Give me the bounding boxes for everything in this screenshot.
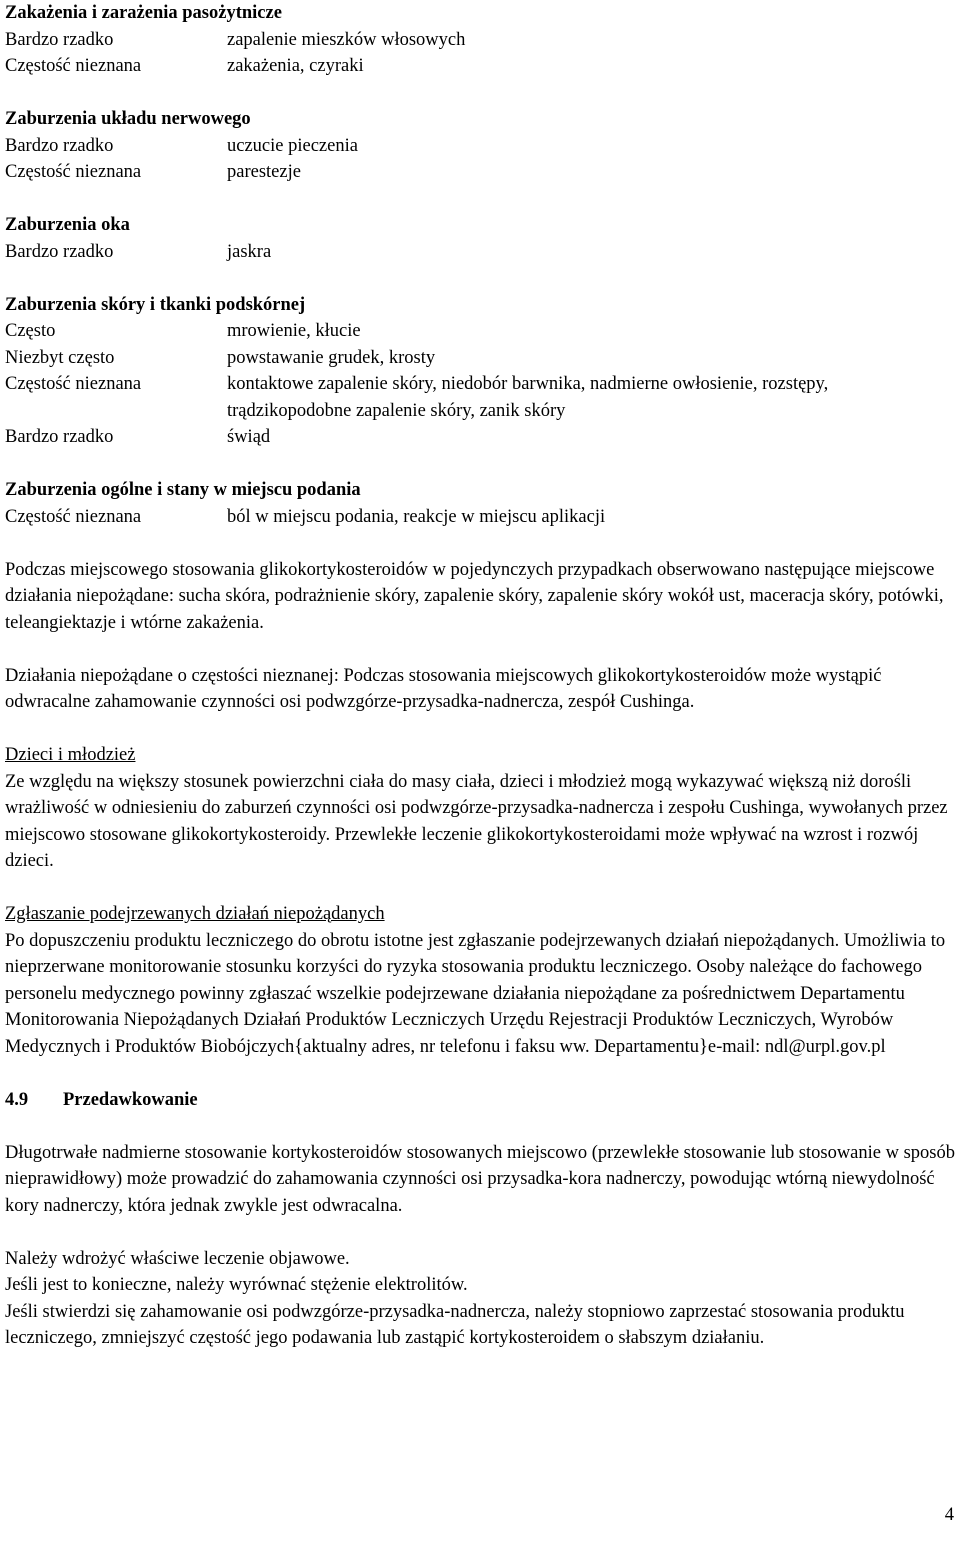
frequency-label: Bardzo rzadko [5, 241, 114, 262]
frequency-label: Niezbyt często [5, 347, 115, 368]
frequency-label: Bardzo rzadko [5, 135, 114, 156]
frequency-label: Częstość nieznana [5, 162, 142, 182]
section-heading-title: Przedawkowanie [63, 1089, 198, 1110]
frequency-row [5, 345, 955, 372]
section-infections [5, 0, 955, 80]
effect-text: powstawanie grudek, krosty [227, 347, 436, 368]
effect-text: uczucie pieczenia [227, 135, 358, 156]
frequency-row [5, 371, 955, 424]
effect-text: parestezje [227, 162, 301, 182]
overdose-paragraph: Długotrwałe nadmierne stosowanie kortykosteroidów stosowanych miejscowo (przewlekłe stosowanie lub stosowanie w sposób nieprawidłowy) może prowadzić do zahamowania czynności osi przysadka-kora nadnerczy, powodując wtórną niewydolność kory nadnerczy, która jednak zwykle jest odwracalna. [5, 1142, 955, 1216]
treatment-line: Należy wdrożyć właściwe leczenie objawowe. [5, 1248, 350, 1269]
section-title: Zaburzenia ogólne i stany w miejscu podania [5, 480, 361, 500]
effect-text: mrowienie, kłucie [227, 321, 361, 341]
reporting-paragraph: Po dopuszczeniu produktu leczniczego do obrotu istotne jest zgłaszanie podejrzewanych działań niepożądanych. Umożliwia to nieprzerwane monitorowanie stosunku korzyści do ryzyka stosowania produktu leczniczego. Osoby należące do fachowego personelu medycznego powinny zgłaszać wszelkie podejrzewane działania niepożądane za pośrednictwem Departamentu Monitorowania Niepożądanych Działań Produktów Leczniczych Urzędu Rejestracji Produktów Leczniczych, Wyrobów Medycznych i Produktów Biobójczych{aktualny adres, nr telefonu i faksu ww. Departamentu}e-mail: ndl@urpl.gov.pl [5, 930, 946, 1057]
frequency-label: Bardzo rzadko [5, 29, 114, 50]
section-title: Zakażenia i zarażenia pasożytnicze [5, 3, 282, 23]
frequency-label: Częstość nieznana [5, 374, 142, 394]
frequency-row [5, 159, 955, 186]
treatment-line: Jeśli jest to konieczne, należy wyrównać stężenie elektrolitów. [5, 1275, 468, 1295]
document-page [5, 0, 955, 1352]
section-skin [5, 292, 955, 451]
section-title: Zaburzenia skóry i tkanki podskórnej [5, 294, 306, 315]
section-nervous-system [5, 106, 955, 186]
section-title: Zaburzenia układu nerwowego [5, 109, 251, 129]
local-effects-paragraph: Podczas miejscowego stosowania glikokortykosteroidów w pojedynczych przypadkach obserwowano następujące miejscowe działania niepożądane: sucha skóra, podrażnienie skóry, zapalenie skóry, zapalenie skóry wokół ust, maceracja skóry, potówki, teleangiektazje i wtórne zakażenia. [5, 559, 944, 633]
section-title: Zaburzenia oka [5, 215, 130, 235]
frequency-row [5, 53, 955, 80]
frequency-row [5, 318, 955, 345]
frequency-row [5, 424, 955, 451]
treatment-line: Jeśli stwierdzi się zahamowanie osi podwzgórze-przysadka-nadnercza, należy stopniowo zaprzestać stosowania produktu leczniczego, zmniejszyć częstość jego podawania lub zastąpić kortykosteroidem o słabszym działaniu. [5, 1301, 905, 1348]
reporting-heading: Zgłaszanie podejrzewanych działań niepożądanych [5, 904, 385, 924]
frequency-label: Bardzo rzadko [5, 427, 114, 447]
frequency-row [5, 504, 955, 531]
frequency-row [5, 133, 955, 160]
frequency-label: Często [5, 321, 56, 341]
frequency-row [5, 239, 955, 266]
frequency-row [5, 27, 955, 54]
overdose-heading [5, 1087, 955, 1114]
effect-text: zakażenia, czyraki [227, 56, 364, 76]
unknown-frequency-paragraph: Działania niepożądane o częstości nieznanej: Podczas stosowania miejscowych glikokortykosteroidów może wystąpić odwracalne zahamowanie czynności osi podwzgórze-przysadka-nadnercza, zespół Cushinga. [5, 665, 882, 712]
frequency-label: Częstość nieznana [5, 56, 142, 76]
children-paragraph: Ze względu na większy stosunek powierzchni ciała do masy ciała, dzieci i młodzież mogą wykazywać większą niż dorośli wrażliwość w odniesieniu do zaburzeń czynności osi podwzgórze-przysadka-nadnercza i zespołu Cushinga, wywołanych przez miejscowo stosowane glikokortykosteroidy. Przewlekłe leczenie glikokortykosteroidami może wpływać na wzrost i rozwój dzieci. [5, 771, 948, 871]
effect-text: jaskra [227, 241, 272, 262]
section-general [5, 477, 955, 530]
children-heading: Dzieci i młodzież [5, 745, 136, 765]
effect-text: świąd [227, 427, 271, 447]
page-number: 4 [944, 1505, 954, 1525]
section-number: 4.9 [5, 1089, 29, 1110]
effect-text: zapalenie mieszków włosowych [227, 29, 466, 50]
frequency-label: Częstość nieznana [5, 506, 142, 527]
effect-text: ból w miejscu podania, reakcje w miejscu aplikacji [227, 506, 606, 527]
effect-text: kontaktowe zapalenie skóry, niedobór barwnika, nadmierne owłosienie, rozstępy, trądzikopodobne zapalenie skóry, zanik skóry [227, 374, 829, 421]
section-eye [5, 212, 955, 265]
